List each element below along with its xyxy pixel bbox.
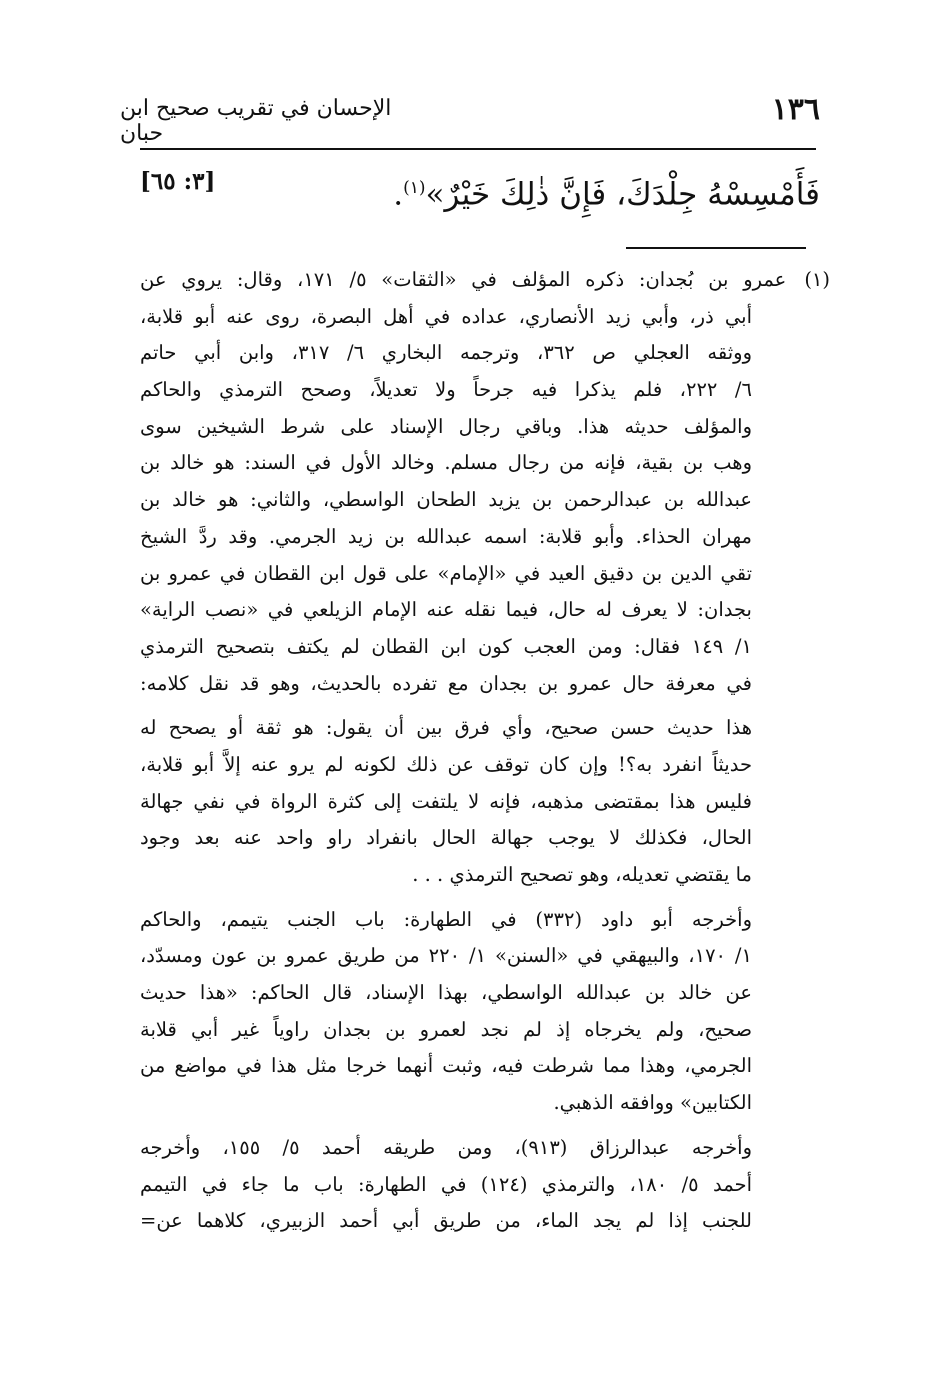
paragraph-line: صحيح، ولم يخرجاه إذ لم نجد لعمرو بن بجدان راوياً غير أبي قلابة xyxy=(140,1017,752,1041)
footnote-number: (١) xyxy=(804,268,830,291)
paragraph-gap xyxy=(140,894,830,902)
paragraph-line: عن خالد بن عبدالله الواسطي، بهذا الإسناد، قال الحاكم: «هذا حديث xyxy=(140,981,752,1005)
paragraph-line: وأخرجه عبدالرزاق (٩١٣)، ومن طريقه أحمد ٥/ ١٥٥، وأخرجه xyxy=(140,1135,752,1159)
footnote-line: تقي الدين بن دقيق العيد في «الإمام» على قول ابن القطان في عمرو بن xyxy=(140,561,752,585)
footnote-divider xyxy=(626,247,806,249)
hadith-text-line xyxy=(393,158,820,224)
footnote-line: وهب بن بقية، فإنه من رجال مسلم. وخالد الأول في السند: هو خالد بن xyxy=(140,451,752,475)
hadith-footnote-marker: (١) xyxy=(403,178,426,198)
quote-line: فليس هذا بمقتضى مذهبه، فإنه لا يلتفت إلى كثرة الرواة في نفي جهالة xyxy=(140,789,752,813)
quote-line: حديثاً انفرد به؟! وإن كان توقف عن ذلك لكونه لم يرو عنه إلاَّ أبو قلابة، xyxy=(140,752,752,776)
quote-line: هذا حديث حسن صحيح، وأي فرق بين أن يقول: هو ثقة أو يصحح له xyxy=(140,716,752,740)
quote-line: ما يقتضي تعديله، وهو تصحيح الترمذي . . . xyxy=(412,863,752,886)
paragraph-line: ١/ ١٧٠، والبيهقي في «السنن» ١/ ٢٢٠ من طريق عمرو بن عون ومسدّد، xyxy=(140,944,752,968)
paragraph-line: الكتابين» ووافقه الذهبي. xyxy=(553,1091,752,1115)
hadith-text: فَأَمْسِسْهُ جِلْدَكَ، فَإِنَّ ذٰلِكَ خَيْرٌ» xyxy=(425,176,820,213)
footnote-line: ووثقه العجلي ص ٣٦٢، وترجمه البخاري ٦/ ٣١٧، وابن أبي حاتم xyxy=(140,341,752,365)
page-number: ١٣٦ xyxy=(771,92,820,127)
hadith-reference: [٣: ٦٥] xyxy=(140,168,216,195)
paragraph-line: وأخرجه أبو داود (٣٣٢) في الطهارة: باب الجنب يتيمم، والحاكم xyxy=(140,907,753,931)
quote-line: الحال، فكذلك لا يوجب جهالة الحال بانفراد راو واحد عنه بعد وجود xyxy=(140,826,752,850)
hadith-end-mark: . xyxy=(393,176,404,213)
paragraph-gap xyxy=(140,702,830,710)
footnote-line: في معرفة حال عمرو بن بجدان مع تفرده بالحديث، وهو قد نقل كلامه: xyxy=(140,671,752,695)
footnote-line: (١)عمرو بن بُجدان: ذكره المؤلف في «الثقات» ٥/ ١٧١، وقال: يروي عن xyxy=(140,262,830,299)
footnote-line: أبي ذر، وأبي زيد الأنصاري، عداده في أهل البصرة، روى عنه أبو قلابة، xyxy=(140,304,752,328)
running-header-title: الإحسان في تقريب صحيح ابن حبان xyxy=(120,96,392,146)
paragraph-gap xyxy=(140,1122,830,1130)
paragraph-line: الجرمي، وهذا مما شرطت فيه، وثبت أنهما خرجا مثل هذا في مواضع من xyxy=(140,1054,752,1078)
footnote-line: مهران الحذاء. وأبو قلابة: اسمه عبدالله بن زيد الجرمي. وقد ردَّ الشيخ xyxy=(140,524,752,548)
footnote-line: ١/ ١٤٩ فقال: ومن العجب كون ابن القطان لم يكتف بتصحيح الترمذي xyxy=(140,634,752,658)
footnote-line: عبدالله بن عبدالرحمن بن يزيد الطحان الواسطي، والثاني: هو خالد بن xyxy=(140,488,752,512)
footnote-line: والمؤلف حديثه هذا. وباقي رجال الإسناد على شرط الشيخين سوى xyxy=(140,414,752,438)
footnote-line: ٦/ ٢٢٢، فلم يذكرا فيه جرحاً ولا تعديلاً، وصحح الترمذي والحاكم xyxy=(140,378,752,402)
header-divider xyxy=(140,148,816,150)
footnote-1 xyxy=(140,262,830,1240)
footnote-line: بجدان: لا يعرف له حال، فيما نقله عنه الإمام الزيلعي في «نصب الراية» xyxy=(140,598,752,622)
paragraph-line: أحمد ٥/ ١٨٠، والترمذي (١٢٤) في الطهارة: باب ما جاء في التيمم xyxy=(140,1172,752,1196)
paragraph-line: للجنب إذا لم يجد الماء، من طريق أبي أحمد الزبيري، كلاهما عن= xyxy=(140,1209,752,1233)
